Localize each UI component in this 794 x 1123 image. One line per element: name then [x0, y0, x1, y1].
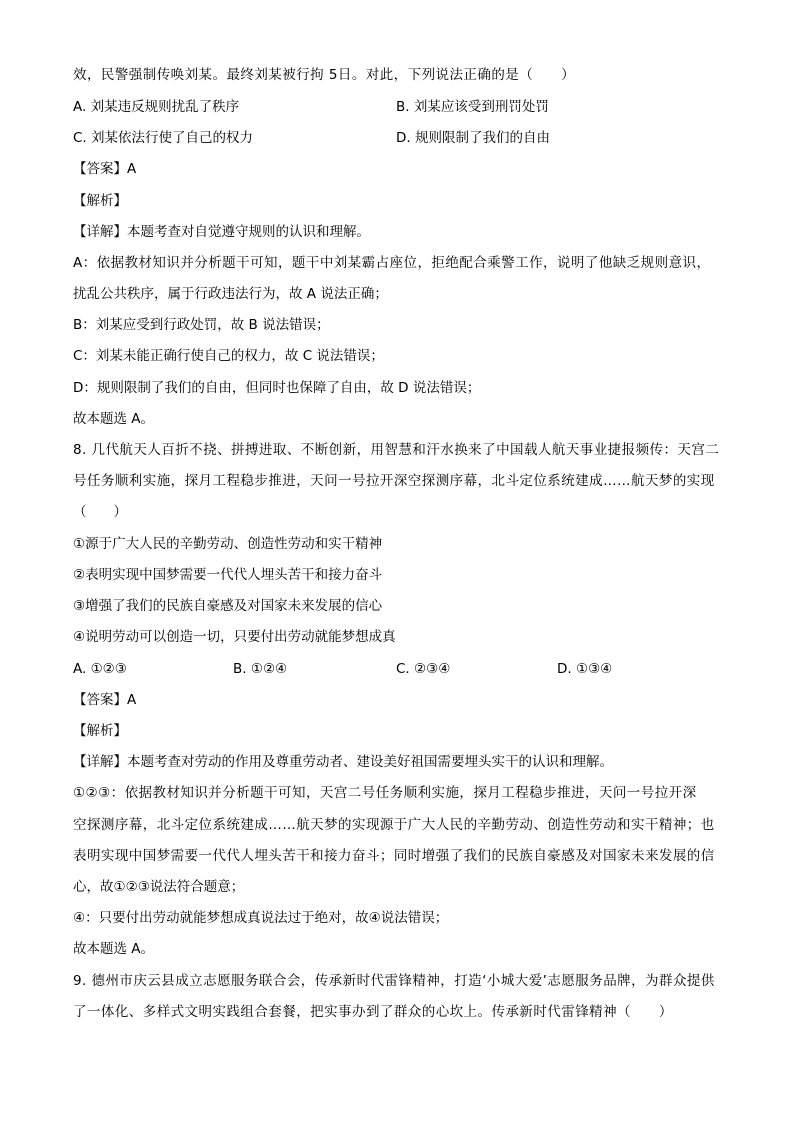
q7-conclusion: 故本题选 A。: [73, 411, 155, 427]
q7-answer: 【答案】A: [73, 161, 137, 177]
q8-explain-line1: ①②③：依据教材知识并分析题干可知，天宫二号任务顺利实施，探月工程稳步推进，天问一号拉开深: [73, 785, 697, 801]
q7-explain-a-line1: A：依据教材知识并分析题干可知，题干中刘某霸占座位，拒绝配合乘警工作，说明了他缺乏规则意识，: [73, 255, 711, 271]
q8-item-1: ①源于广大人民的辛勤劳动、创造性劳动和实干精神: [73, 536, 383, 552]
q8-answer: 【答案】A: [73, 692, 137, 708]
q8-item-3: ③增强了我们的民族自豪感及对国家未来发展的信心: [73, 598, 383, 614]
q8-explain-line2: 空探测序幕，北斗定位系统建成……航天梦的实现源于广大人民的辛勤劳动、创造性劳动和实干精神；也: [73, 817, 715, 833]
q7-option-d: D. 规则限制了我们的自由: [396, 130, 550, 146]
q8-stem-line2: 号任务顺利实施，探月工程稳步推进，天问一号拉开深空探测序幕，北斗定位系统建成……航天梦的实现: [73, 473, 715, 489]
q8-explain-line3: 表明实现中国梦需要一代代人埋头苦干和接力奋斗；同时增强了我们的民族自豪感及对国家未来发展的信: [73, 848, 715, 864]
q9-stem-line1: 9. 德州市庆云县成立志愿服务联合会，传承新时代雷锋精神，打造‘小城大爱’志愿服务品牌，为群众提供: [73, 973, 715, 989]
q8-detail: 【详解】本题考查对劳动的作用及尊重劳动者、建设美好祖国需要埋头实干的认识和理解。: [73, 754, 613, 770]
q8-option-c: C. ②③④: [396, 661, 451, 677]
q8-stem-line1: 8. 几代航天人百折不挠、拼搏进取、不断创新，用智慧和汗水换来了中国载人航天事业捷报频传：天宫二: [73, 442, 720, 458]
q7-explain-c: C：刘某未能正确行使自己的权力，故 C 说法错误；: [73, 348, 384, 364]
q8-option-a: A. ①②③: [73, 661, 127, 677]
q8-analysis-label: 【解析】: [73, 723, 127, 739]
q7-explain-b: B：刘某应受到行政处罚，故 B 说法错误；: [73, 317, 330, 333]
q7-stem-tail: 效，民警强制传唤刘某。最终刘某被行拘 5日。对此，下列说法正确的是（ ）: [73, 67, 576, 83]
q7-explain-d: D：规则限制了我们的自由，但同时也保障了自由，故 D 说法错误；: [73, 380, 481, 396]
q8-item-4: ④说明劳动可以创造一切，只要付出劳动就能梦想成真: [73, 629, 396, 645]
q8-conclusion: 故本题选 A。: [73, 941, 155, 957]
q8-stem-line3: （ ）: [73, 504, 127, 520]
q8-explain-line5: ④：只要付出劳动就能梦想成真说法过于绝对，故④说法错误；: [73, 910, 449, 926]
q7-option-c: C. 刘某依法行使了自己的权力: [73, 130, 254, 146]
q7-analysis-label: 【解析】: [73, 193, 127, 209]
q7-explain-a-line2: 扰乱公共秩序，属于行政违法行为，故 A 说法正确；: [73, 286, 388, 302]
q8-option-d: D. ①③④: [557, 661, 613, 677]
q7-option-b: B. 刘某应该受到刑罚处罚: [396, 99, 549, 115]
q7-detail: 【详解】本题考查对自觉遵守规则的认识和理解。: [73, 224, 370, 240]
q8-item-2: ②表明实现中国梦需要一代代人埋头苦干和接力奋斗: [73, 567, 383, 583]
q8-option-b: B. ①②④: [233, 661, 288, 677]
q7-option-a: A. 刘某违反规则扰乱了秩序: [73, 99, 240, 115]
q8-explain-line4: 心，故①②③说法符合题意；: [73, 879, 245, 895]
q9-stem-line2: 了一体化、多样式文明实践组合套餐，把实事办到了群众的心坎上。传承新时代雷锋精神（ ）: [73, 1004, 673, 1020]
